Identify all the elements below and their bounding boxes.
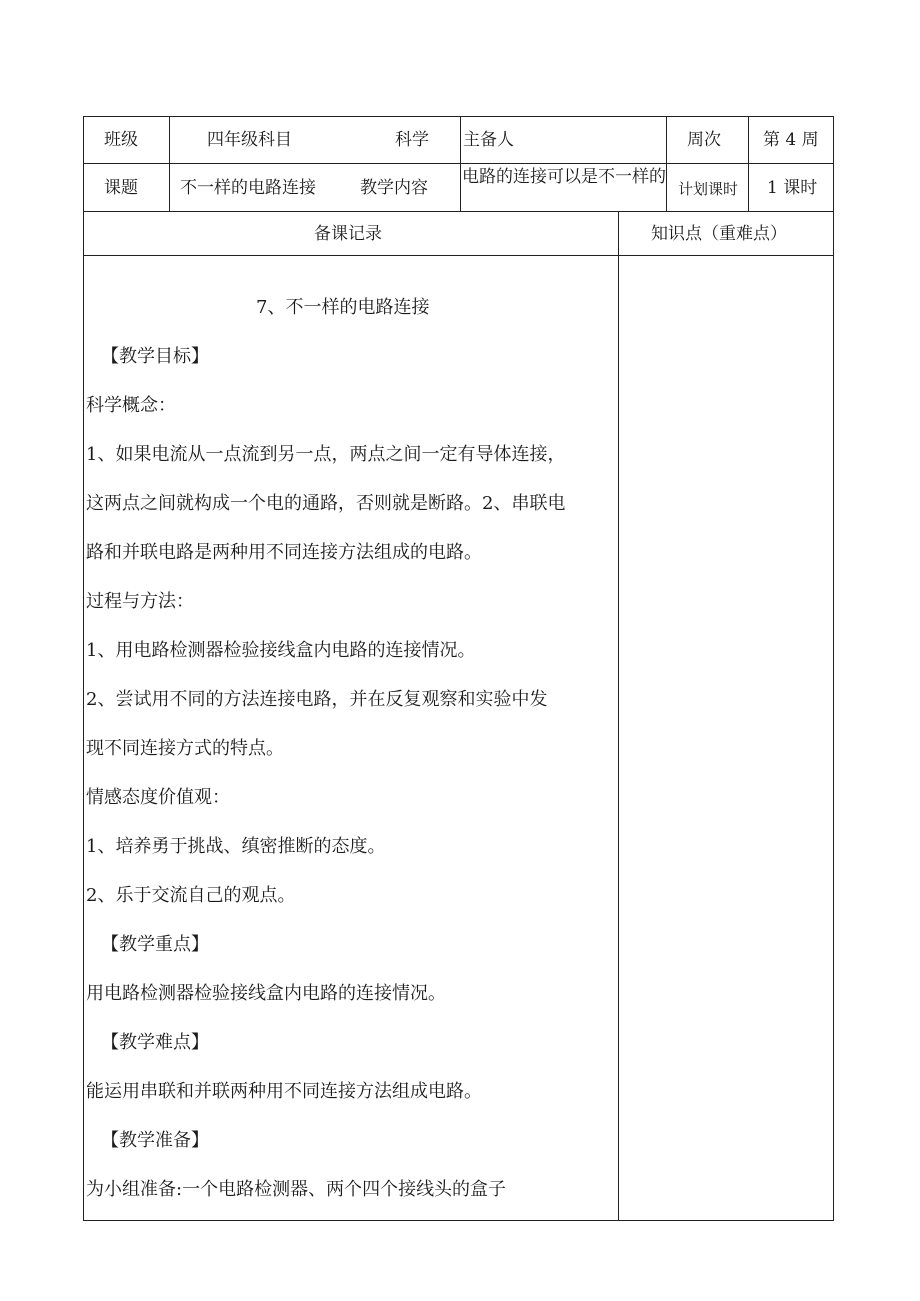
content-value: 电路的连接可以是不一样的 bbox=[462, 167, 666, 187]
table-border-top bbox=[83, 116, 834, 117]
table-border-left bbox=[83, 116, 84, 1221]
process-heading: 过程与方法： bbox=[86, 591, 194, 612]
attitude-heading: 情感态度价值观： bbox=[86, 787, 230, 808]
table-border-bottom bbox=[83, 1220, 834, 1221]
topic-label: 课题 bbox=[104, 178, 138, 198]
section-heading-key-points: 【教学重点】 bbox=[101, 934, 209, 955]
planned-hours-label: 计划课时 bbox=[678, 180, 739, 198]
section-heading-difficulties: 【教学难点】 bbox=[101, 1032, 209, 1053]
knowledge-column-header: 知识点（重难点） bbox=[651, 224, 787, 244]
record-column-header: 备课记录 bbox=[314, 224, 382, 244]
col-divider-knowledge bbox=[618, 211, 619, 1221]
col-divider-d bbox=[748, 116, 749, 212]
process-line-3: 现不同连接方式的特点。 bbox=[86, 738, 284, 759]
content-label: 教学内容 bbox=[360, 178, 428, 198]
row-divider-2 bbox=[83, 211, 834, 212]
week-label: 周次 bbox=[687, 130, 721, 150]
table-border-right bbox=[833, 116, 834, 1221]
difficulties-text: 能运用串联和并联两种用不同连接方法组成电路。 bbox=[86, 1081, 482, 1102]
preparation-text: 为小组准备:一个电路检测器、两个四个接线头的盒子 bbox=[86, 1179, 507, 1200]
planned-hours-value: 1 课时 bbox=[767, 178, 818, 198]
week-value: 第 4 周 bbox=[763, 130, 819, 150]
section-heading-objectives: 【教学目标】 bbox=[101, 346, 209, 367]
process-line-1: 1、用电路检测器检验接线盒内电路的连接情况。 bbox=[86, 640, 476, 661]
attitude-line-2: 2、乐于交流自己的观点。 bbox=[86, 885, 296, 906]
col-divider-b bbox=[460, 116, 461, 212]
row-divider-3 bbox=[83, 255, 834, 256]
class-label: 班级 bbox=[104, 130, 138, 150]
attitude-line-1: 1、培养勇于挑战、缜密推断的态度。 bbox=[86, 836, 386, 857]
lesson-title: 7、不一样的电路连接 bbox=[256, 297, 430, 318]
preparer-label: 主备人 bbox=[463, 130, 514, 150]
col-divider-c bbox=[666, 116, 667, 212]
topic-value: 不一样的电路连接 bbox=[180, 178, 316, 198]
subject-value: 科学 bbox=[395, 130, 429, 150]
concept-line-2: 这两点之间就构成一个电的通路，否则就是断路。2、串联电 bbox=[86, 493, 566, 514]
concept-heading: 科学概念： bbox=[86, 395, 176, 416]
section-heading-preparation: 【教学准备】 bbox=[101, 1130, 209, 1151]
process-line-2: 2、尝试用不同的方法连接电路，并在反复观察和实验中发 bbox=[86, 689, 548, 710]
concept-line-1: 1、如果电流从一点流到另一点，两点之间一定有导体连接， bbox=[86, 444, 566, 465]
row-divider-1 bbox=[83, 163, 834, 164]
key-points-text: 用电路检测器检验接线盒内电路的连接情况。 bbox=[86, 983, 446, 1004]
grade-subject-label: 四年级科目 bbox=[207, 130, 292, 150]
concept-line-3: 路和并联电路是两种用不同连接方法组成的电路。 bbox=[86, 542, 482, 563]
col-divider-a bbox=[169, 116, 170, 212]
